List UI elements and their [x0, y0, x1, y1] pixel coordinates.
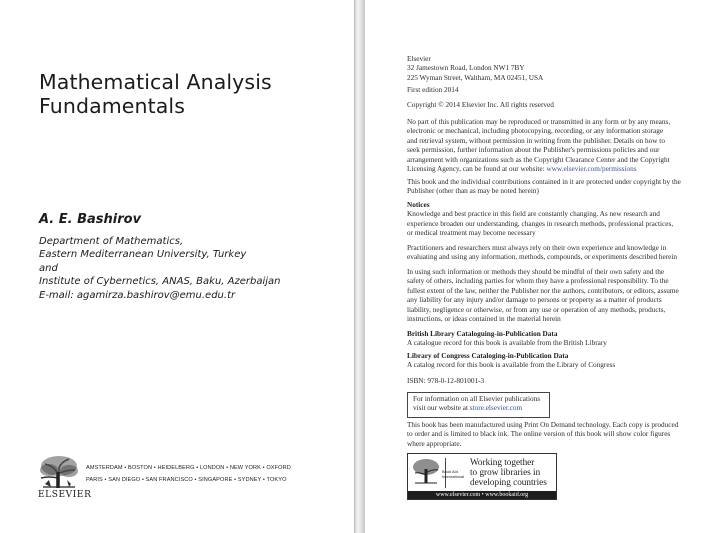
book-aid-logo-line: Book Aid	[442, 469, 458, 474]
permissions-link[interactable]: www.elsevier.com/permissions	[546, 165, 637, 174]
cities-line: AMSTERDAM • BOSTON • HEIDELBERG • LONDON • NEW YORK • OXFORD	[86, 465, 291, 471]
practitioners-line: Practitioners and researchers must always rely on their own experience and knowledge in	[407, 244, 667, 252]
rights-line: electronic or mechanical, including photocopying, recording, or any information storage	[407, 127, 664, 136]
address-line: 225 Wyman Street, Waltham, MA 02451, USA	[407, 73, 544, 82]
pod-line: where appropriate.	[407, 439, 462, 448]
book-aid-logo-line: International	[442, 473, 465, 479]
cities-line: PARIS • SAN DIEGO • SAN FRANCISCO • SINGAPORE • SYDNEY • TOKYO	[86, 476, 287, 483]
pod-line: to order and is limited to black ink. The online version of this book will show color figures	[407, 430, 671, 439]
practitioners-paragraph	[407, 244, 692, 263]
notices-heading: Notices	[407, 201, 430, 209]
british-library-heading: British Library Cataloguing-in-Publication Data	[407, 330, 558, 338]
rights-line: arrangement with organizations such as the Copyright Clearance Center and the Copyright	[407, 155, 670, 164]
store-link[interactable]: store.elsevier.com	[469, 404, 523, 413]
affiliation-line: Department of Mathematics,	[39, 236, 184, 247]
contributions-paragraph	[407, 178, 692, 197]
notices-line: or medical treatment may become necessary	[407, 229, 536, 238]
author-affiliation	[39, 235, 280, 302]
usage-line: In using such information or methods they should be mindful of their own safety and the	[407, 268, 665, 276]
contrib-line: Publisher (other than as may be noted herein)	[407, 187, 539, 196]
book-aid-urls[interactable]: www.elsevier.com • www.bookaid.org	[408, 491, 556, 499]
notices-section	[407, 201, 692, 239]
rights-line: and retrieval system, without permission in writing from the publisher. Details on how to	[407, 136, 665, 145]
affiliation-line: Eastern Mediterranean University, Turkey	[39, 249, 247, 261]
print-on-demand-paragraph	[407, 421, 692, 449]
practitioners-line: evaluating and using any information, methods, compounds, or experiments described herein	[407, 253, 677, 262]
book-aid-banner	[407, 453, 557, 500]
title-page	[0, 0, 354, 533]
book-title	[39, 70, 339, 118]
usage-line: any liability for any injury and/or damage to persons or property as a matter of products	[407, 296, 662, 305]
slogan-line: Working together	[470, 457, 535, 467]
elsevier-logo-text: ELSEVIER	[38, 490, 92, 500]
slogan-line: developing countries	[470, 477, 547, 488]
book-title-line-2: Fundamentals	[39, 94, 185, 118]
usage-line: fullest extent of the law, neither the Publisher nor the authors, contributors, or editors, assume	[407, 286, 679, 295]
publisher-cities	[86, 463, 291, 486]
copyright-page	[365, 0, 720, 533]
rights-line: No part of this publication may be reproduced or transmitted in any form or by any means,	[407, 118, 671, 126]
affiliation-line: Institute of Cybernetics, ANAS, Baku, Azerbaijan	[39, 276, 281, 288]
usage-line: instructions, or ideas contained in the material herein	[407, 315, 561, 324]
contrib-line: This book and the individual contributions contained in it are protected under copyright by the	[407, 178, 681, 186]
address-line: Elsevier	[407, 55, 431, 63]
rights-line-prefix: Licensing Agency, can be found at our website:	[407, 165, 547, 174]
author-name: A. E. Bashirov	[39, 212, 142, 227]
usage-line: safety of others, including parties for whom they have a professional responsibility. To the	[407, 277, 669, 286]
copyright-notice: Copyright © 2014 Elsevier Inc. All rights reserved	[407, 101, 554, 109]
publisher-address	[407, 55, 692, 83]
info-prefix: visit our website at	[413, 404, 470, 413]
notices-line: Knowledge and best practice in this field are constantly changing. As new research and	[407, 210, 660, 219]
rights-line	[407, 165, 692, 174]
book-aid-logo-text	[442, 470, 464, 479]
book-title-line-1: Mathematical Analysis	[39, 70, 272, 94]
edition: First edition 2014	[407, 86, 459, 94]
notices-line: experience broaden our understanding, changes in research methods, professional practices,	[407, 219, 674, 228]
pod-line: This book has been manufactured using Print On Demand technology. Each copy is produced	[407, 421, 679, 429]
info-line	[413, 404, 544, 413]
elsevier-tree-small-icon	[411, 457, 441, 490]
book-gutter	[354, 0, 365, 533]
library-of-congress-heading: Library of Congress Cataloging-in-Publication Data	[407, 352, 569, 360]
isbn: ISBN: 978-0-12-801001-3	[407, 377, 485, 385]
info-line: For information on all Elsevier publications	[413, 395, 541, 403]
usage-line: liability, negligence or otherwise, or from any use or operation of any methods, products,	[407, 305, 666, 314]
affiliation-line: and	[39, 262, 58, 274]
publications-info-box	[407, 392, 550, 418]
author-email: E-mail: agamirza.bashirov@emu.edu.tr	[39, 289, 236, 301]
address-line: 32 Jamestown Road, London NW1 7BY	[407, 64, 525, 73]
british-library-section	[407, 330, 692, 349]
rights-paragraph	[407, 118, 692, 174]
library-of-congress-text: A catalog record for this book is available from the Library of Congress	[407, 361, 616, 370]
book-aid-slogan	[470, 457, 547, 488]
slogan-line: to grow libraries in	[470, 467, 541, 478]
usage-paragraph	[407, 268, 692, 324]
rights-line: seek permission, further information about the Publisher's permissions policies and our	[407, 146, 660, 155]
british-library-text: A catalogue record for this book is available from the British Library	[407, 339, 607, 348]
library-of-congress-section	[407, 352, 692, 371]
